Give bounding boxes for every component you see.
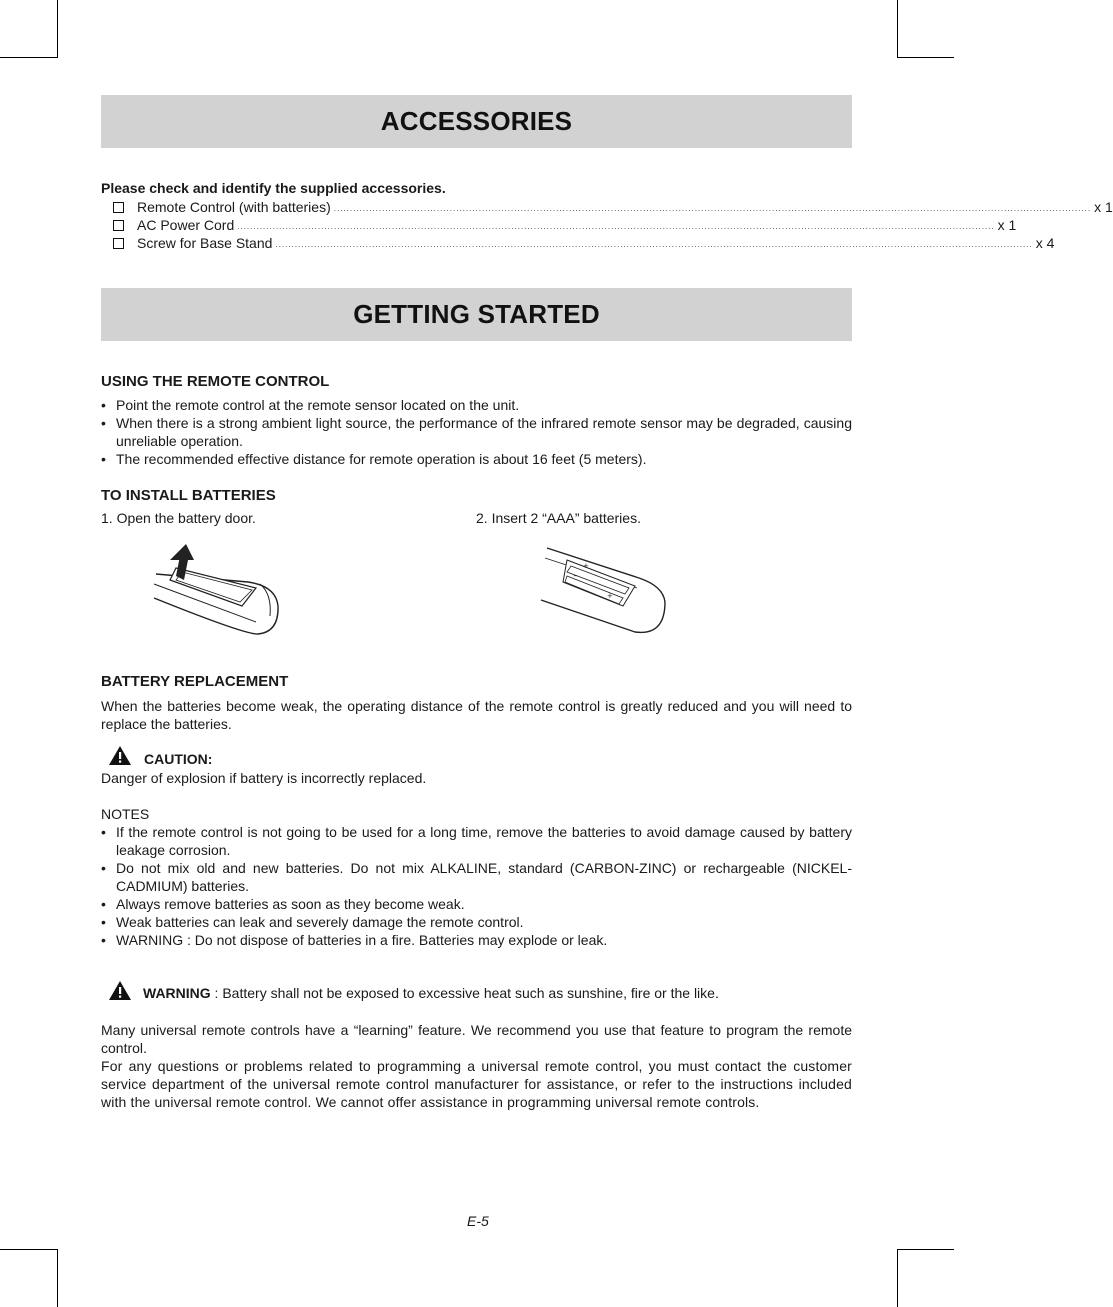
universal-paragraph-2: For any questions or problems related to programming a universal remote control, you must contact the customer service department of the universal remote control manufacturer for assistance, or refer to the instructions included with the universal remote control. We cannot offer assistance in programming universal remote controls.	[101, 1058, 852, 1110]
caution-text: Danger of explosion if battery is incorrectly replaced.	[101, 770, 427, 786]
list-item: • If the remote control is not going to be used for a long time, remove the batteries to avoid damage caused by battery leakage corrosion.	[101, 824, 852, 858]
replacement-heading: BATTERY REPLACEMENT	[101, 673, 289, 690]
accessory-qty: x 1	[1094, 199, 1113, 215]
accessory-item	[113, 234, 1055, 252]
page-number: E-5	[467, 1213, 489, 1229]
warning-line	[143, 985, 719, 1001]
accessory-qty: x 1	[997, 217, 1017, 233]
accessory-label: AC Power Cord	[137, 217, 235, 233]
crop-mark	[897, 1249, 954, 1250]
list-item: • When there is a strong ambient light source, the performance of the infrared remote sensor may be degraded, causing unreliable operation.	[101, 415, 852, 449]
svg-text:+: +	[607, 592, 613, 600]
install-step-1: 1. Open the battery door.	[101, 510, 256, 526]
checkbox-icon[interactable]	[113, 202, 124, 213]
warning-text: : Battery shall not be exposed to excessive heat such as sunshine, fire or the like.	[210, 985, 719, 1001]
getting-started-title: GETTING STARTED	[353, 299, 600, 329]
crop-mark	[897, 0, 898, 58]
checkbox-icon[interactable]	[113, 238, 124, 249]
crop-mark	[897, 1249, 898, 1307]
list-item: • Point the remote control at the remote sensor located on the unit.	[101, 397, 520, 413]
remote-heading: USING THE REMOTE CONTROL	[101, 373, 330, 390]
caution-label: CAUTION:	[144, 751, 213, 767]
accessories-title: ACCESSORIES	[380, 106, 573, 136]
crop-mark	[897, 57, 954, 58]
svg-text:+: +	[583, 562, 589, 570]
accessories-banner	[101, 95, 852, 148]
accessory-item	[113, 216, 1017, 234]
warning-label: WARNING	[143, 985, 211, 1001]
crop-mark	[57, 0, 58, 58]
dot-leader: ...........................................................................................................................................................................................................................................	[275, 240, 1033, 249]
accessory-item	[113, 198, 1113, 216]
remote-open-door-illustration	[148, 536, 283, 640]
install-step-2: 2. Insert 2 “AAA” batteries.	[476, 510, 641, 526]
warning-triangle-icon	[108, 980, 132, 1001]
remote-insert-batteries-illustration	[537, 544, 670, 638]
list-item: • WARNING : Do not dispose of batteries in a fire. Batteries may explode or leak.	[101, 932, 608, 948]
list-item: • Always remove batteries as soon as they become weak.	[101, 896, 465, 912]
crop-mark	[0, 57, 58, 58]
notes-bullets	[101, 823, 852, 949]
checkbox-icon[interactable]	[113, 220, 124, 231]
list-item: • The recommended effective distance for remote operation is about 16 feet (5 meters).	[101, 451, 647, 467]
warning-triangle-icon	[108, 745, 132, 766]
dot-leader: ...........................................................................................................................................................................................................................................	[237, 222, 995, 231]
dot-leader: ...........................................................................................................................................................................................................................................	[333, 204, 1092, 213]
crop-mark	[57, 1249, 58, 1307]
accessory-label: Screw for Base Stand	[137, 235, 273, 251]
replacement-text: When the batteries become weak, the operating distance of the remote control is greatly reduced and you will need to replace the batteries.	[101, 698, 852, 732]
universal-paragraph-1: Many universal remote controls have a “learning” feature. We recommend you use that feature to program the remote control.	[101, 1022, 852, 1056]
accessory-qty: x 4	[1035, 235, 1055, 251]
accessories-intro: Please check and identify the supplied accessories.	[101, 180, 446, 196]
getting-started-banner	[101, 288, 852, 341]
install-heading: TO INSTALL BATTERIES	[101, 487, 276, 504]
accessory-label: Remote Control (with batteries)	[137, 199, 331, 215]
svg-text:−: −	[573, 572, 579, 580]
crop-mark	[0, 1249, 58, 1250]
list-item: • Weak batteries can leak and severely damage the remote control.	[101, 914, 524, 930]
notes-heading: NOTES	[101, 806, 150, 822]
remote-bullets	[101, 396, 852, 468]
list-item: • Do not mix old and new batteries. Do not mix ALKALINE, standard (CARBON-ZINC) or rechargeable (NICKEL-CADMIUM) batteries.	[101, 860, 852, 894]
